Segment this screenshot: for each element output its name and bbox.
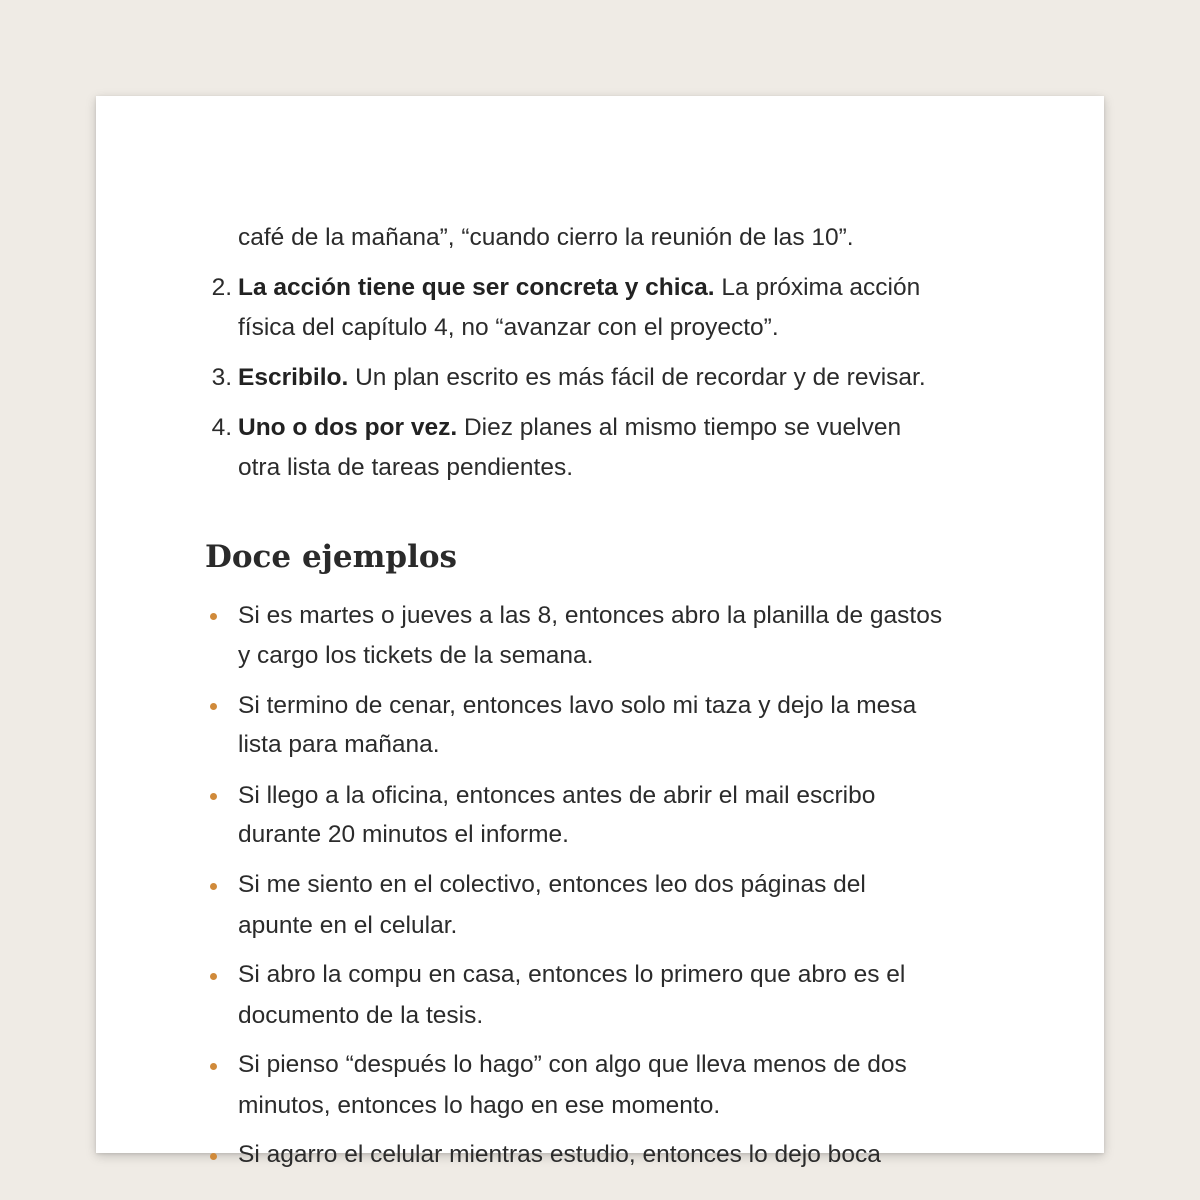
example-3-line-1: Si llego a la oficina, entonces antes de abrir el mail escribo	[238, 782, 876, 809]
list-item-4-line-1	[238, 408, 901, 448]
list-item-2-line-2: física del capítulo 4, no “avanzar con el proyecto”.	[238, 314, 779, 341]
list-number-2: 2.	[211, 274, 232, 301]
bullet-icon	[210, 1153, 217, 1160]
list-item-4-line-2: otra lista de tareas pendientes.	[238, 454, 574, 481]
example-2-line-2: lista para mañana.	[238, 731, 440, 758]
example-3-line-2: durante 20 minutos el informe.	[238, 821, 569, 848]
list-item-2-text: La próxima acción	[714, 274, 921, 301]
list-item-3-line-1	[238, 358, 926, 398]
section-heading: Doce ejemplos	[205, 539, 457, 575]
example-4-line-1: Si me siento en el colectivo, entonces leo dos páginas del	[238, 871, 866, 898]
list-item-3-text: Un plan escrito es más fácil de recordar y de revisar.	[348, 364, 926, 391]
bullet-icon	[210, 793, 217, 800]
example-5-line-2: documento de la tesis.	[238, 1002, 484, 1029]
bullet-icon	[210, 973, 217, 980]
list-item-2-line-1	[238, 268, 920, 308]
example-4-line-2: apunte en el celular.	[238, 912, 458, 939]
list-item-1-continuation: café de la mañana”, “cuando cierro la reunión de las 10”.	[238, 224, 854, 251]
example-1-line-2: y cargo los tickets de la semana.	[238, 642, 594, 669]
list-item-2-bold: La acción tiene que ser concreta y chica.	[238, 274, 715, 301]
list-item-4-text: Diez planes al mismo tiempo se vuelven	[457, 414, 902, 441]
example-7-line-1: Si agarro el celular mientras estudio, entonces lo dejo boca	[238, 1141, 881, 1168]
list-number-4: 4.	[211, 414, 232, 441]
document-page	[96, 96, 1104, 1168]
list-number-3: 3.	[211, 364, 232, 391]
bullet-icon	[210, 1063, 217, 1070]
example-5-line-1: Si abro la compu en casa, entonces lo primero que abro es el	[238, 961, 906, 988]
example-2-line-1: Si termino de cenar, entonces lavo solo mi taza y dejo la mesa	[238, 692, 917, 719]
example-1-line-1: Si es martes o jueves a las 8, entonces abro la planilla de gastos	[238, 602, 943, 629]
list-item-3-bold: Escribilo.	[238, 364, 349, 391]
bullet-icon	[210, 703, 217, 710]
example-6-line-2: minutos, entonces lo hago en ese momento.	[238, 1092, 721, 1119]
bullet-icon	[210, 613, 217, 620]
bullet-icon	[210, 883, 217, 890]
example-6-line-1: Si pienso “después lo hago” con algo que lleva menos de dos	[238, 1051, 907, 1078]
list-item-4-bold: Uno o dos por vez.	[238, 414, 458, 441]
